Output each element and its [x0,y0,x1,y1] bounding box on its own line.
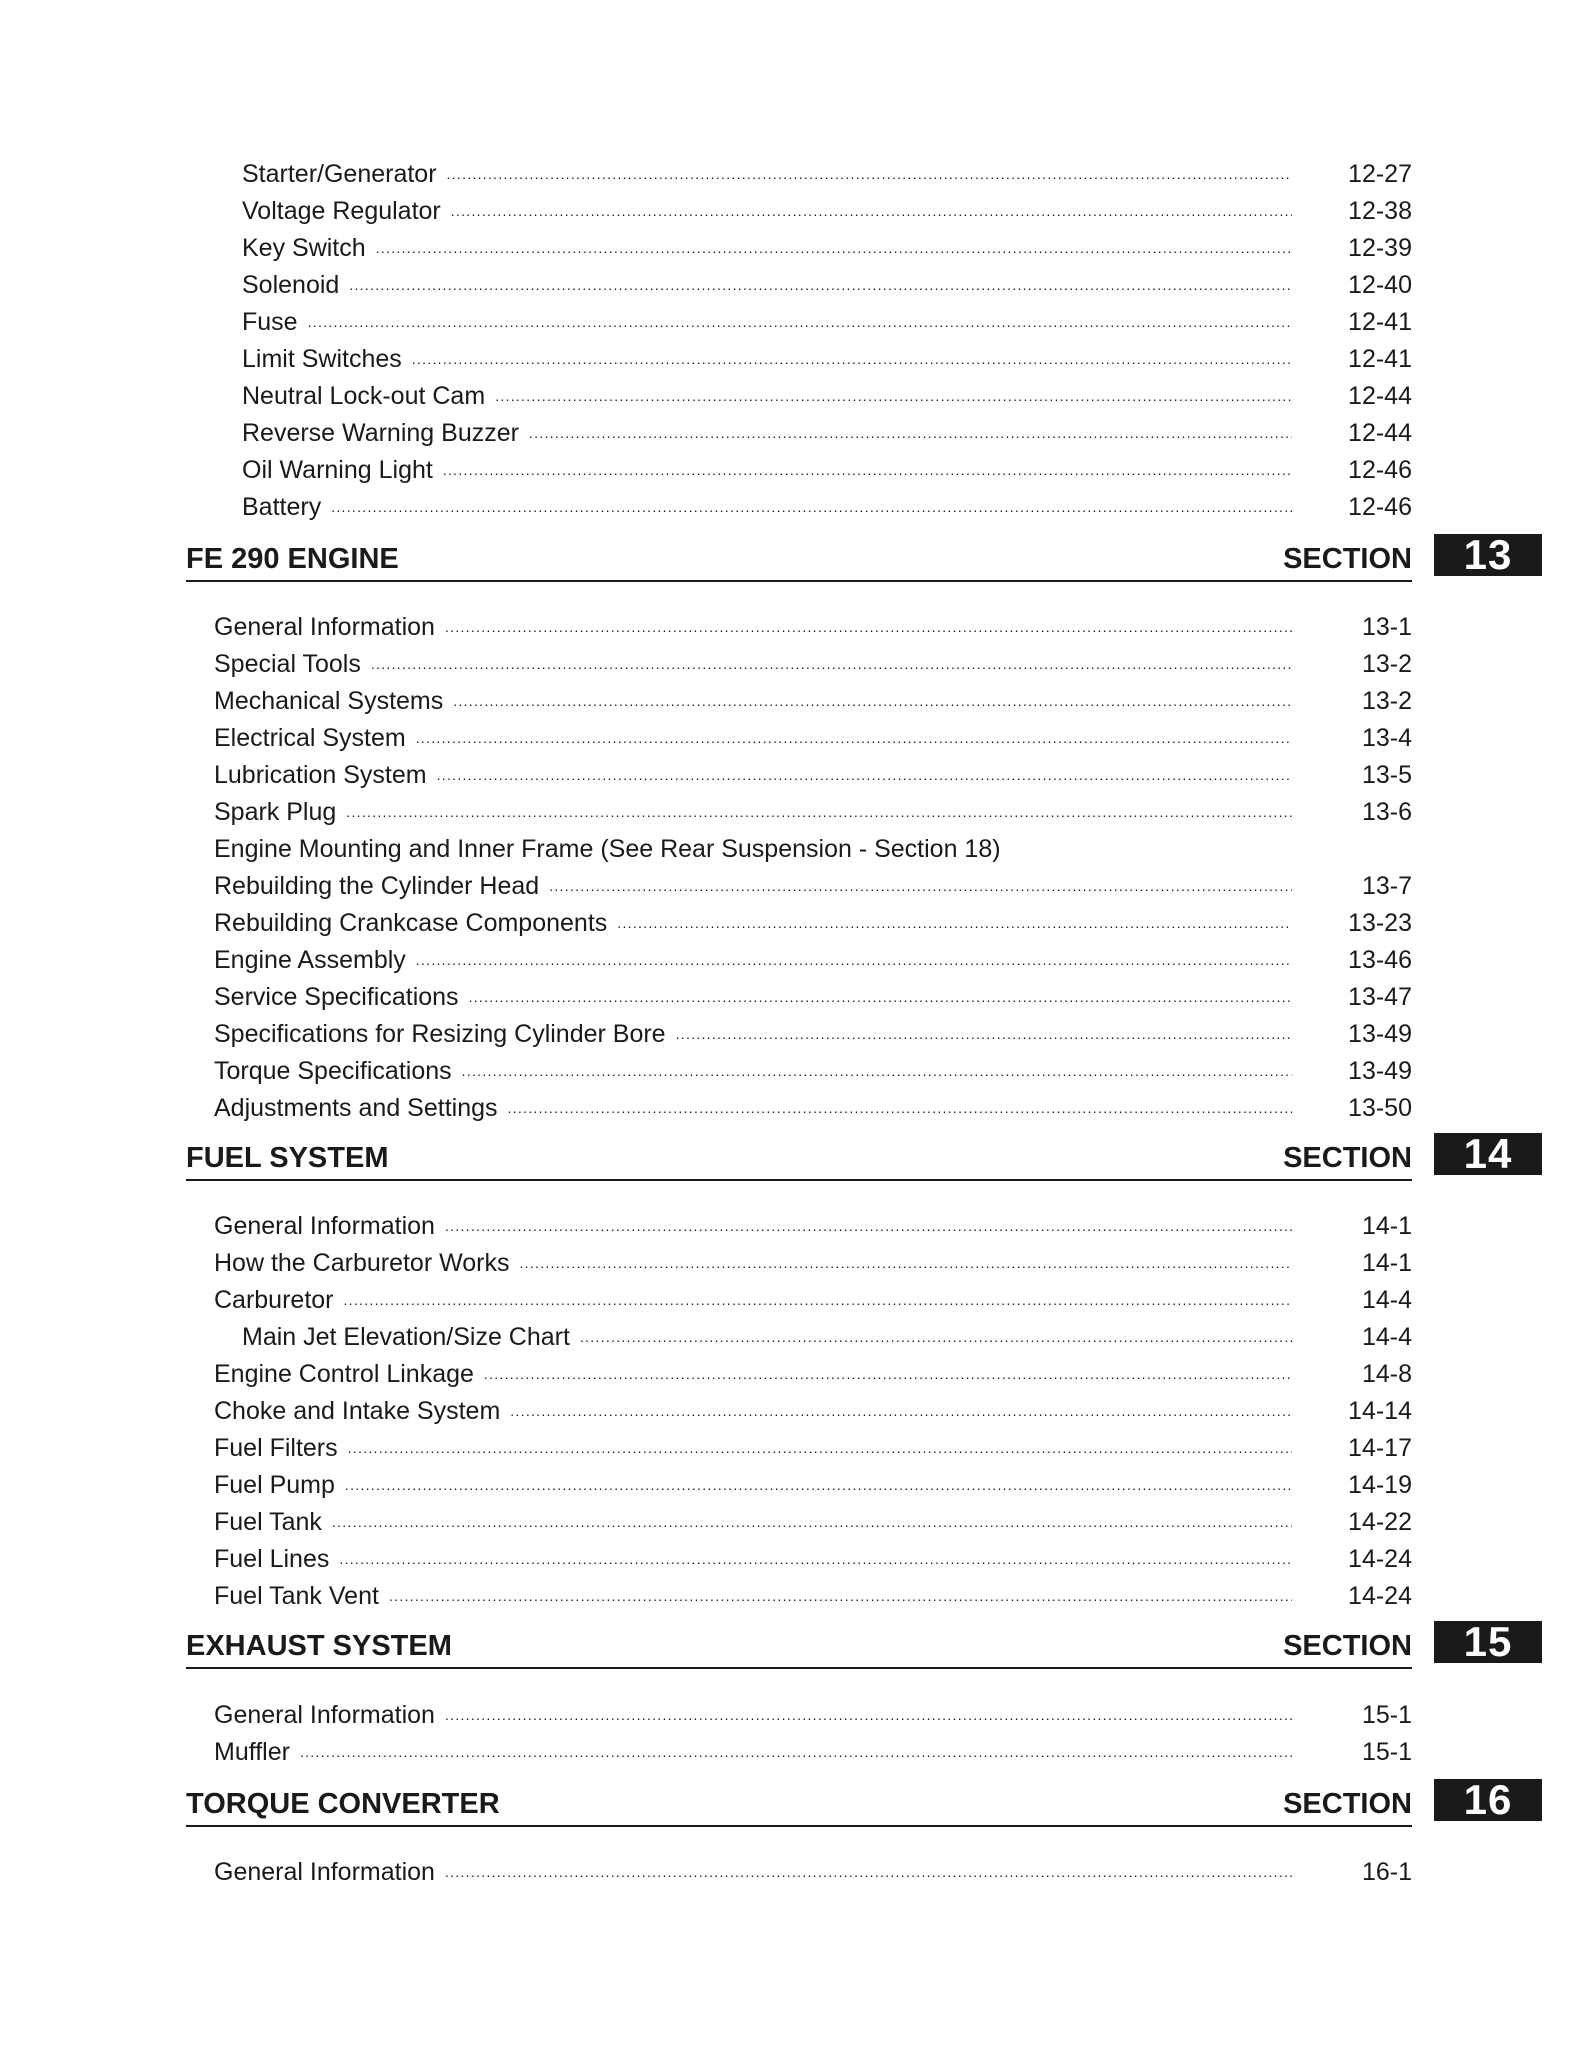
toc-entry-torque-specifications[interactable] [214,1049,1412,1086]
toc-entry-page: 15-1 [1361,1701,1412,1729]
toc-entry-specifications-resizing-bore[interactable] [214,1012,1412,1049]
toc-entry-page: 13-7 [1361,872,1412,900]
toc-entry-page: 12-41 [1348,308,1412,336]
toc-entry-oil-warning-light[interactable] [242,448,1412,485]
dot-leader [469,979,1292,1012]
dot-leader [348,1430,1292,1463]
section-header-13 [186,536,1412,582]
toc-entry-page: 13-50 [1348,1094,1412,1122]
section-header-15 [186,1623,1412,1669]
toc-entry-mechanical-systems[interactable] [214,679,1412,716]
toc-entry-label: Limit Switches [242,345,402,373]
dot-leader [453,683,1292,716]
toc-entry-page: 13-49 [1348,1057,1412,1085]
dot-leader [345,1467,1292,1500]
toc-entry-page: 12-46 [1348,456,1412,484]
dot-leader [508,1090,1293,1123]
toc-entry-general-information[interactable] [214,605,1412,642]
toc-entry-rebuilding-cylinder-head[interactable] [214,864,1412,901]
toc-entry-page: 14-24 [1348,1582,1412,1610]
toc-entry-page: 13-1 [1361,613,1412,641]
section-number-tab-13[interactable]: 13 [1434,534,1542,576]
toc-entry-choke-intake[interactable] [214,1389,1412,1426]
section-word: SECTION [1283,1788,1412,1820]
section-word: SECTION [1283,1142,1412,1174]
toc-entry-label: Mechanical Systems [214,687,444,715]
toc-entry-muffler[interactable] [214,1730,1412,1767]
toc-entry-label: Special Tools [214,650,361,678]
dot-leader [676,1016,1292,1049]
toc-entry-page: 12-44 [1348,382,1412,410]
dot-leader [447,156,1292,189]
dot-leader [529,415,1292,448]
dot-leader [416,720,1292,753]
toc-entry-label: Engine Assembly [214,946,406,974]
toc-entry-label: Main Jet Elevation/Size Chart [242,1323,570,1351]
toc-entry-rebuilding-crankcase-components[interactable] [214,901,1412,938]
toc-entry-battery[interactable] [242,485,1412,522]
toc-entry-spark-plug[interactable] [214,790,1412,827]
toc-entry-page: 13-4 [1361,724,1412,752]
toc-entry-page: 13-5 [1361,761,1412,789]
toc-entry-label: General Information [214,1212,435,1240]
toc-entry-page: 12-38 [1348,197,1412,225]
toc-entry-label: Fuel Tank Vent [214,1582,379,1610]
toc-entry-page: 14-1 [1361,1212,1412,1240]
toc-entry-label: Muffler [214,1738,290,1766]
dot-leader [389,1578,1292,1611]
dot-leader [484,1356,1292,1389]
dot-leader [462,1053,1292,1086]
toc-entry-engine-assembly[interactable] [214,938,1412,975]
toc-entry-label: Solenoid [242,271,340,299]
toc-entry-label: Rebuilding the Cylinder Head [214,872,540,900]
section-word: SECTION [1283,543,1412,575]
dot-leader [331,489,1292,522]
toc-entry-page: 14-17 [1348,1434,1412,1462]
dot-leader [445,1208,1292,1241]
toc-entry-page: 13-2 [1361,650,1412,678]
dot-leader [510,1393,1292,1426]
toc-entry-fuel-tank[interactable] [214,1500,1412,1537]
toc-entry-label: Choke and Intake System [214,1397,501,1425]
toc-entry-electrical-system[interactable] [214,716,1412,753]
dot-leader [617,905,1292,938]
toc-entry-general-information[interactable] [214,1850,1412,1887]
toc-entry-engine-mounting-note[interactable] [214,827,1412,864]
toc-entry-page: 15-1 [1361,1738,1412,1766]
dot-leader [495,378,1292,411]
toc-entry-label: Torque Specifications [214,1057,452,1085]
dot-leader [349,267,1292,300]
toc-entry-label: How the Carburetor Works [214,1249,510,1277]
toc-entry-special-tools[interactable] [214,642,1412,679]
toc-entry-key-switch[interactable] [242,226,1412,263]
toc-entry-fuel-tank-vent[interactable] [214,1574,1412,1611]
section-number-tab-15[interactable]: 15 [1434,1621,1542,1663]
toc-entry-label: Engine Mounting and Inner Frame (See Rear Suspension - Section 18) [214,835,1001,863]
toc-entry-label: General Information [214,1858,435,1886]
toc-entry-label: Adjustments and Settings [214,1094,498,1122]
dot-leader [445,1854,1292,1887]
toc-entry-page: 13-46 [1348,946,1412,974]
toc-entry-how-carburetor-works[interactable] [214,1241,1412,1278]
toc-entry-page: 14-8 [1361,1360,1412,1388]
toc-entry-page: 14-4 [1361,1323,1412,1351]
toc-entry-fuel-pump[interactable] [214,1463,1412,1500]
section-title: FUEL SYSTEM [186,1142,389,1174]
toc-entry-page: 12-44 [1348,419,1412,447]
toc-entry-lubrication-system[interactable] [214,753,1412,790]
toc-entry-starter-generator[interactable] [242,152,1412,189]
toc-entry-label: Fuel Pump [214,1471,335,1499]
section-title: TORQUE CONVERTER [186,1788,500,1820]
dot-leader [416,942,1292,975]
toc-entry-page: 12-41 [1348,345,1412,373]
toc-entry-page: 12-40 [1348,271,1412,299]
toc-entry-service-specifications[interactable] [214,975,1412,1012]
toc-entry-page: 12-39 [1348,234,1412,262]
dot-leader [445,1697,1292,1730]
dot-leader [443,452,1292,485]
toc-entry-page: 16-1 [1361,1858,1412,1886]
toc-entry-page: 13-2 [1361,687,1412,715]
toc-entry-label: Service Specifications [214,983,459,1011]
toc-entry-limit-switches[interactable] [242,337,1412,374]
toc-entry-label: Engine Control Linkage [214,1360,474,1388]
toc-entry-page: 13-49 [1348,1020,1412,1048]
toc-entry-label: Reverse Warning Buzzer [242,419,519,447]
toc-entry-page: 14-14 [1348,1397,1412,1425]
dot-leader [412,341,1292,374]
toc-entry-label: Starter/Generator [242,160,437,188]
toc-entry-adjustments-settings[interactable] [214,1086,1412,1123]
toc-entry-general-information[interactable] [214,1204,1412,1241]
section-number-tab-14[interactable]: 14 [1434,1133,1542,1175]
toc-entry-page: 13-23 [1348,909,1412,937]
toc-entry-page: 14-24 [1348,1545,1412,1573]
toc-entry-page: 13-47 [1348,983,1412,1011]
toc-entry-neutral-lockout-cam[interactable] [242,374,1412,411]
toc-entry-page: 14-1 [1361,1249,1412,1277]
toc-entry-main-jet-chart[interactable] [242,1315,1412,1352]
toc-entry-label: General Information [214,613,435,641]
dot-leader [519,1245,1292,1278]
toc-entry-label: Oil Warning Light [242,456,433,484]
toc-entry-fuel-lines[interactable] [214,1537,1412,1574]
dot-leader [346,794,1292,827]
toc-entry-fuse[interactable] [242,300,1412,337]
dot-leader [371,646,1292,679]
dot-leader [300,1734,1292,1767]
toc-entry-fuel-filters[interactable] [214,1426,1412,1463]
section-number-tab-16[interactable]: 16 [1434,1779,1542,1821]
toc-entry-page: 12-27 [1348,160,1412,188]
toc-entry-label: Voltage Regulator [242,197,441,225]
toc-entry-solenoid[interactable] [242,263,1412,300]
dot-leader [308,304,1292,337]
toc-entry-label: Specifications for Resizing Cylinder Bore [214,1020,666,1048]
dot-leader [437,757,1292,790]
section-title: FE 290 ENGINE [186,543,399,575]
dot-leader [549,868,1292,901]
toc-entry-label: Electrical System [214,724,406,752]
toc-entry-page: 14-19 [1348,1471,1412,1499]
section-title: EXHAUST SYSTEM [186,1630,452,1662]
toc-entry-label: Fuel Tank [214,1508,322,1536]
toc-entry-reverse-warning-buzzer[interactable] [242,411,1412,448]
toc-entry-label: Fuel Lines [214,1545,330,1573]
toc-entry-label: Neutral Lock-out Cam [242,382,486,410]
section-header-14 [186,1135,1412,1181]
dot-leader [451,193,1292,226]
toc-entry-voltage-regulator[interactable] [242,189,1412,226]
toc-entry-page: 12-46 [1348,493,1412,521]
dot-leader [580,1319,1292,1352]
section-header-16 [186,1781,1412,1827]
toc-entry-label: Key Switch [242,234,366,262]
toc-entry-label: General Information [214,1701,435,1729]
toc-entry-label: Rebuilding Crankcase Components [214,909,608,937]
dot-leader [332,1504,1292,1537]
dot-leader [344,1282,1293,1315]
toc-entry-engine-control-linkage[interactable] [214,1352,1412,1389]
toc-entry-label: Battery [242,493,322,521]
toc-entry-label: Fuel Filters [214,1434,338,1462]
toc-entry-page: 13-6 [1361,798,1412,826]
dot-leader [376,230,1292,263]
section-word: SECTION [1283,1630,1412,1662]
toc-entry-label: Fuse [242,308,298,336]
toc-entry-general-information[interactable] [214,1693,1412,1730]
toc-entry-page: 14-22 [1348,1508,1412,1536]
dot-leader [445,609,1292,642]
dot-leader [339,1541,1292,1574]
toc-entry-label: Spark Plug [214,798,337,826]
toc-entry-page: 14-4 [1361,1286,1412,1314]
toc-entry-carburetor[interactable] [214,1278,1412,1315]
toc-entry-label: Lubrication System [214,761,427,789]
toc-entry-label: Carburetor [214,1286,334,1314]
